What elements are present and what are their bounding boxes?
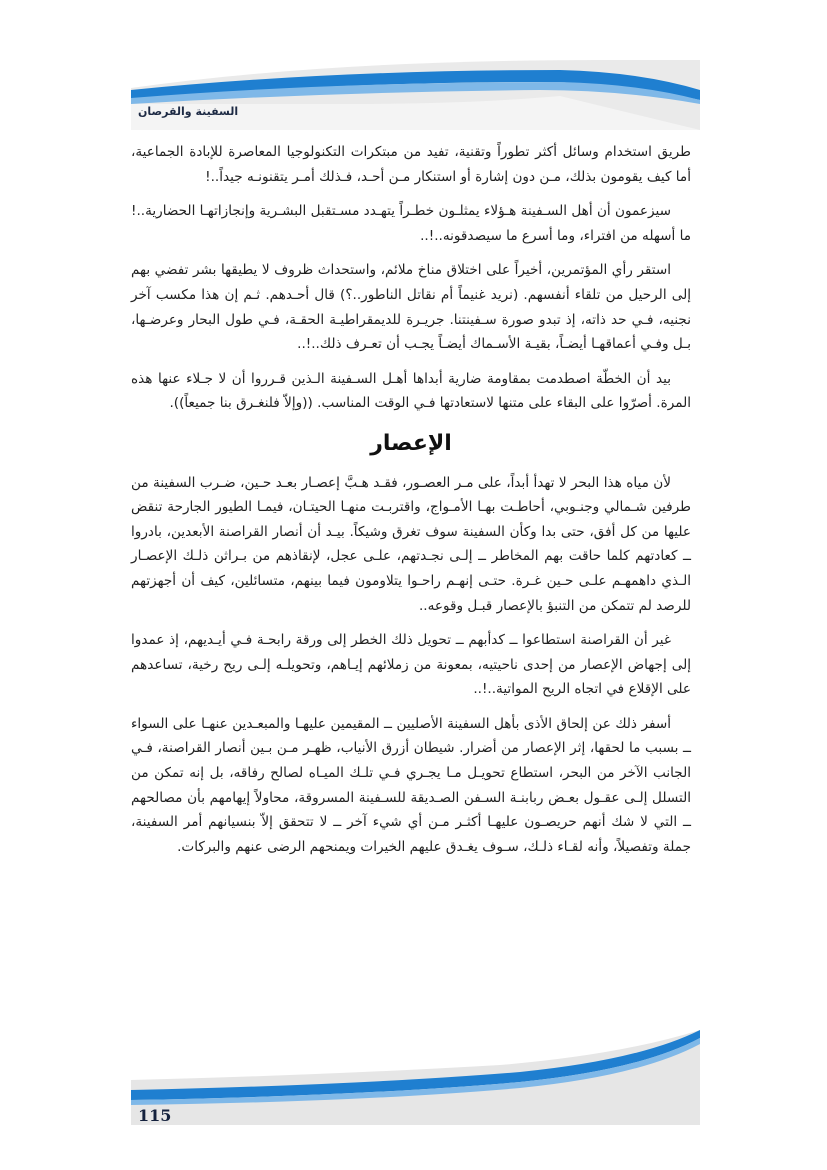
body-text [131, 140, 691, 869]
footer-decoration [0, 1010, 827, 1150]
paragraph: غير أن القراصنة استطاعوا ــ كدأبهم ــ تحويل ذلك الخطر إلى ورقة رابحـة فـي أيـديهم، إذ عمدوا إلى إجهاض الإعصار من إحدى ناحيتيه، بمعونة من زملائهم إيـاهم، وتحويلـه إلـى ريح رخية، تساعدهم على الإقلاع في اتجاه الريح المواتية..!.. [131, 632, 691, 698]
paragraph: لأن مياه هذا البحر لا تهدأ أبداً، على مـر العصـور، فقـد هـبَّ إعصـار بعـد حـين، ضـرب السفينة من طرفين شـمالي وجنـوبي، أحاطـت بهـا الأمـواج، واقتربـت منهـا الحيتـان، فيمـا الطيور الجارحة تنقض عليها من كل أفق، حتى بدا وكأن السفينة سوف تغرق وشيكاً. بيـد أن أنصار القراصنة الأبعدين، بادروا ــ كعادتهم كلما حاقت بهم المخاطر ــ إلـى نجـدتهم، علـى عجل، لإنقاذهم من بـراثن ذلـك الإعصـار الـذي داهمهـم علـى حـين غـرة. حتـى إنهـم راحـوا يتلاومون فيما بينهم، متسائلين، كيف أن أجهزتهم للرصد لم تتمكن من التنبؤ بالإعصار قبـل وقوعه.. [131, 474, 691, 614]
section-title: الإعصار [370, 430, 452, 456]
running-title: السفينة والقرصان [138, 105, 239, 118]
paragraph: استقر رأي المؤتمرين، أخيراً على اختلاق مناخ ملائم، واستحداث ظروف لا يطيقها بشر تفضي بهم إلى الرحيل من تلقاء أنفسهم. (نريد غنيماً أم نقاتل الناطور..؟) قال أحـدهم. ثـم إن هذا مكسب آخر نجنيه، فـي حد ذاته، إذ تبدو صورة سـفينتنا. جريـرة للديمقراطيـة الحقـة، فـي طول البحار وعرضـها، بـل وفـي أعماقهـا أيضـاً، بقيـة الأسـماك أيضـاً يجـب أن تعـرف ذلك..!.. [131, 262, 691, 353]
header-decoration [0, 0, 827, 140]
page-number: 115 [138, 1106, 172, 1125]
paragraph: طريق استخدام وسائل أكثر تطوراً وتقنية، تفيد من مبتكرات التكنولوجيا المعاصرة للإبادة الجماعية، أما كيف يقومون بذلك، مـن دون إشارة أو استنكار مـن أحـد، فـذلك أمـر يتقنونـه جيداً..! [131, 144, 691, 185]
paragraph: أسفر ذلك عن إلحاق الأذى بأهل السفينة الأصليين ــ المقيمين عليهـا والمبعـدين عنهـا على السواء ــ بسبب ما لحقها، إثر الإعصار من أضرار. شيطان أزرق الأنياب، ظهـر مـن بـين أنصار القراصنة، فـي الجانب الآخر من البحر، استطاع تحويـل مـا يجـري فـي تلـك الميـاه لصالح رفاقه، بل إنه تمكن من التسلل إلـى عقـول بعـض ربابنـة السـفن الصـديقة للسـفينة المسروقة، محاولاً إيهامهم بأن مصالحهم ــ التي لا شك أنهم حريصـون عليهـا أكثـر مـن أي شيء آخر ــ لا تتحقق إلاّ بنسيانهم أمر السفينة، جملة وتفصيلاً، وأنه لقـاء ذلـك، سـوف يغـدق عليهم الخيرات ويمنحهم الرضى عنهم والبركات. [131, 715, 691, 855]
paragraph: سيزعمون أن أهل السـفينة هـؤلاء يمثلـون خطـراً يتهـدد مسـتقبل البشـرية وإنجازاتهـا الحضارية..! ما أسهله من افتراء، وما أسرع ما سيصدقونه..!.. [131, 203, 691, 244]
paragraph: بيد أن الخطّة اصطدمت بمقاومة ضارية أبداها أهـل السـفينة الـذين قـرروا أن لا جـلاء عنها هذه المرة. أصرّوا على البقاء على متنها لاستعادتها فـي الوقت المناسب. ((وإلاّ فلنغـرق بنا جميعاً)). [131, 370, 691, 412]
